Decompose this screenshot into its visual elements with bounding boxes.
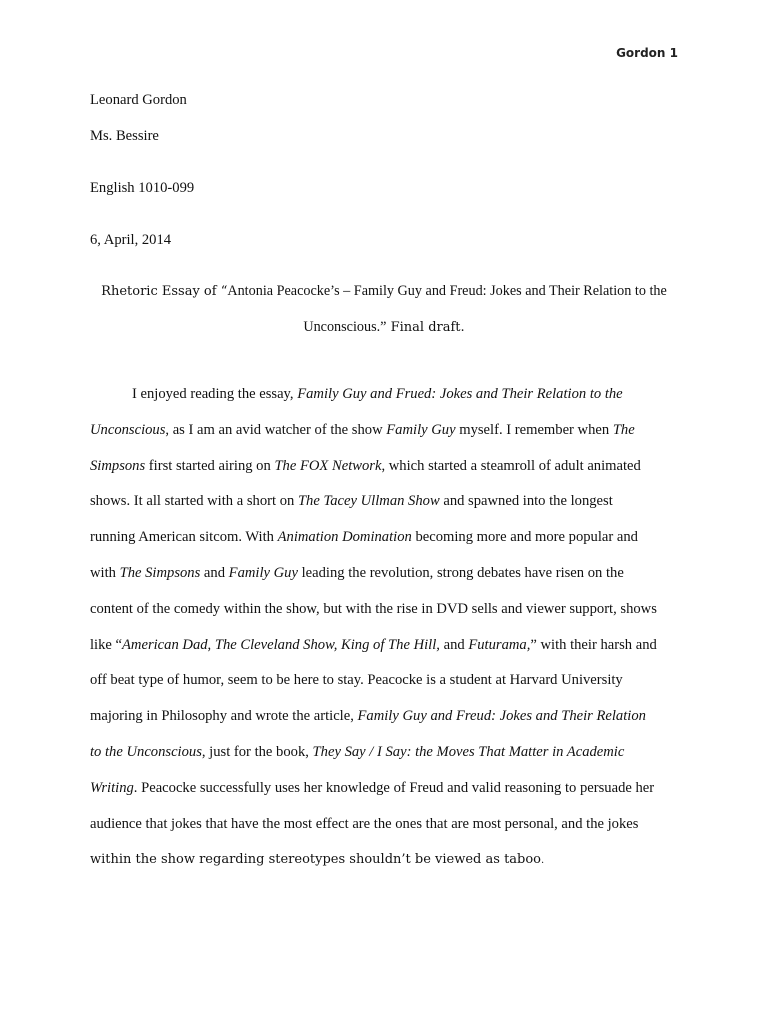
text-run: , just for the book,: [201, 743, 313, 760]
text-run: within the show regarding stereotypes shouldn’t be viewed as taboo: [90, 852, 542, 868]
instructor-name: Ms. Bessire: [90, 128, 159, 144]
title-segment: Antonia Peacocke’s – Family Guy and Freud: Jokes and Their Relation to the: [227, 283, 667, 299]
italic-title: Writing: [90, 779, 134, 796]
italic-title: The: [612, 421, 635, 438]
text-run: running American sitcom. With: [90, 529, 278, 546]
italic-title: to the Unconscious: [90, 743, 202, 760]
body-line: [90, 811, 680, 847]
text-run: audience that jokes that have the most effect are the ones that are most personal, and the jokes: [90, 815, 639, 832]
body-line: [90, 560, 680, 596]
italic-title: Animation Domination: [277, 529, 412, 546]
essay-body-paragraph: [90, 381, 680, 882]
body-line: [90, 488, 680, 524]
text-run: , which started a steamroll of adult animated: [381, 457, 641, 474]
essay-title-line-2: [0, 319, 768, 336]
body-line: [90, 667, 680, 703]
text-run: with: [90, 564, 120, 581]
text-run: and: [439, 636, 469, 653]
student-name: Leonard Gordon: [90, 92, 187, 108]
essay-date: 6, April, 2014: [90, 232, 172, 248]
italic-title: They Say / I Say: the Moves That Matter in Academic: [312, 743, 625, 760]
text-run: off beat type of humor, seem to be here to stay. Peacocke is a student at Harvard University: [90, 672, 623, 689]
text-run: first started airing on: [145, 457, 275, 474]
text-run: and spawned into the longest: [439, 493, 613, 510]
text-run: and: [200, 564, 229, 581]
body-line: [90, 775, 680, 811]
italic-title: Family Guy: [228, 564, 298, 581]
text-run: becoming more and more popular and: [411, 529, 638, 546]
body-line: [90, 596, 680, 632]
text-run: .: [541, 855, 545, 867]
title-segment: Rhetoric Essay of “: [101, 284, 228, 299]
body-line: [90, 453, 680, 489]
body-line: [90, 524, 680, 560]
text-run: majoring in Philosophy and wrote the article,: [90, 708, 358, 725]
body-line: [90, 703, 680, 739]
italic-title: Simpsons: [90, 457, 146, 474]
title-segment: Final draft.: [386, 320, 465, 335]
body-line: [90, 846, 680, 882]
text-run: ” with their harsh and: [530, 636, 657, 653]
italic-title: Unconscious: [90, 421, 166, 438]
running-head: Gordon 1: [616, 46, 678, 60]
body-line: [90, 739, 680, 775]
text-run: shows. It all started with a short on: [90, 493, 298, 510]
italic-title: Futurama,: [468, 636, 531, 653]
body-line: [90, 381, 680, 417]
body-line: [90, 632, 680, 668]
text-run: content of the comedy within the show, but with the rise in DVD sells and viewer support, shows: [90, 600, 657, 617]
italic-title: American Dad, The Cleveland Show, King of The Hill,: [122, 636, 440, 653]
text-run: . Peacocke successfully uses her knowledge of Freud and valid reasoning to persuade her: [133, 779, 655, 796]
italic-title: Family Guy and Freud: Jokes and Their Relation: [357, 708, 646, 725]
text-run: myself. I remember when: [455, 421, 613, 438]
italic-title: Family Guy and Frued: Jokes and Their Relation to the: [297, 386, 623, 402]
italic-title: The Simpsons: [119, 564, 201, 581]
text-run: leading the revolution, strong debates have risen on the: [297, 564, 624, 581]
text-run: , as I am an avid watcher of the show: [165, 421, 387, 438]
course-name: English 1010-099: [90, 180, 195, 196]
italic-title: Family Guy: [386, 421, 456, 438]
italic-title: The FOX Network: [274, 457, 382, 474]
essay-title-line-1: [0, 283, 768, 300]
title-segment: Unconscious.”: [303, 319, 387, 335]
text-run: I enjoyed reading the essay,: [132, 386, 298, 402]
body-line: [90, 417, 680, 453]
italic-title: The Tacey Ullman Show: [297, 493, 440, 510]
text-run: like “: [90, 636, 123, 653]
